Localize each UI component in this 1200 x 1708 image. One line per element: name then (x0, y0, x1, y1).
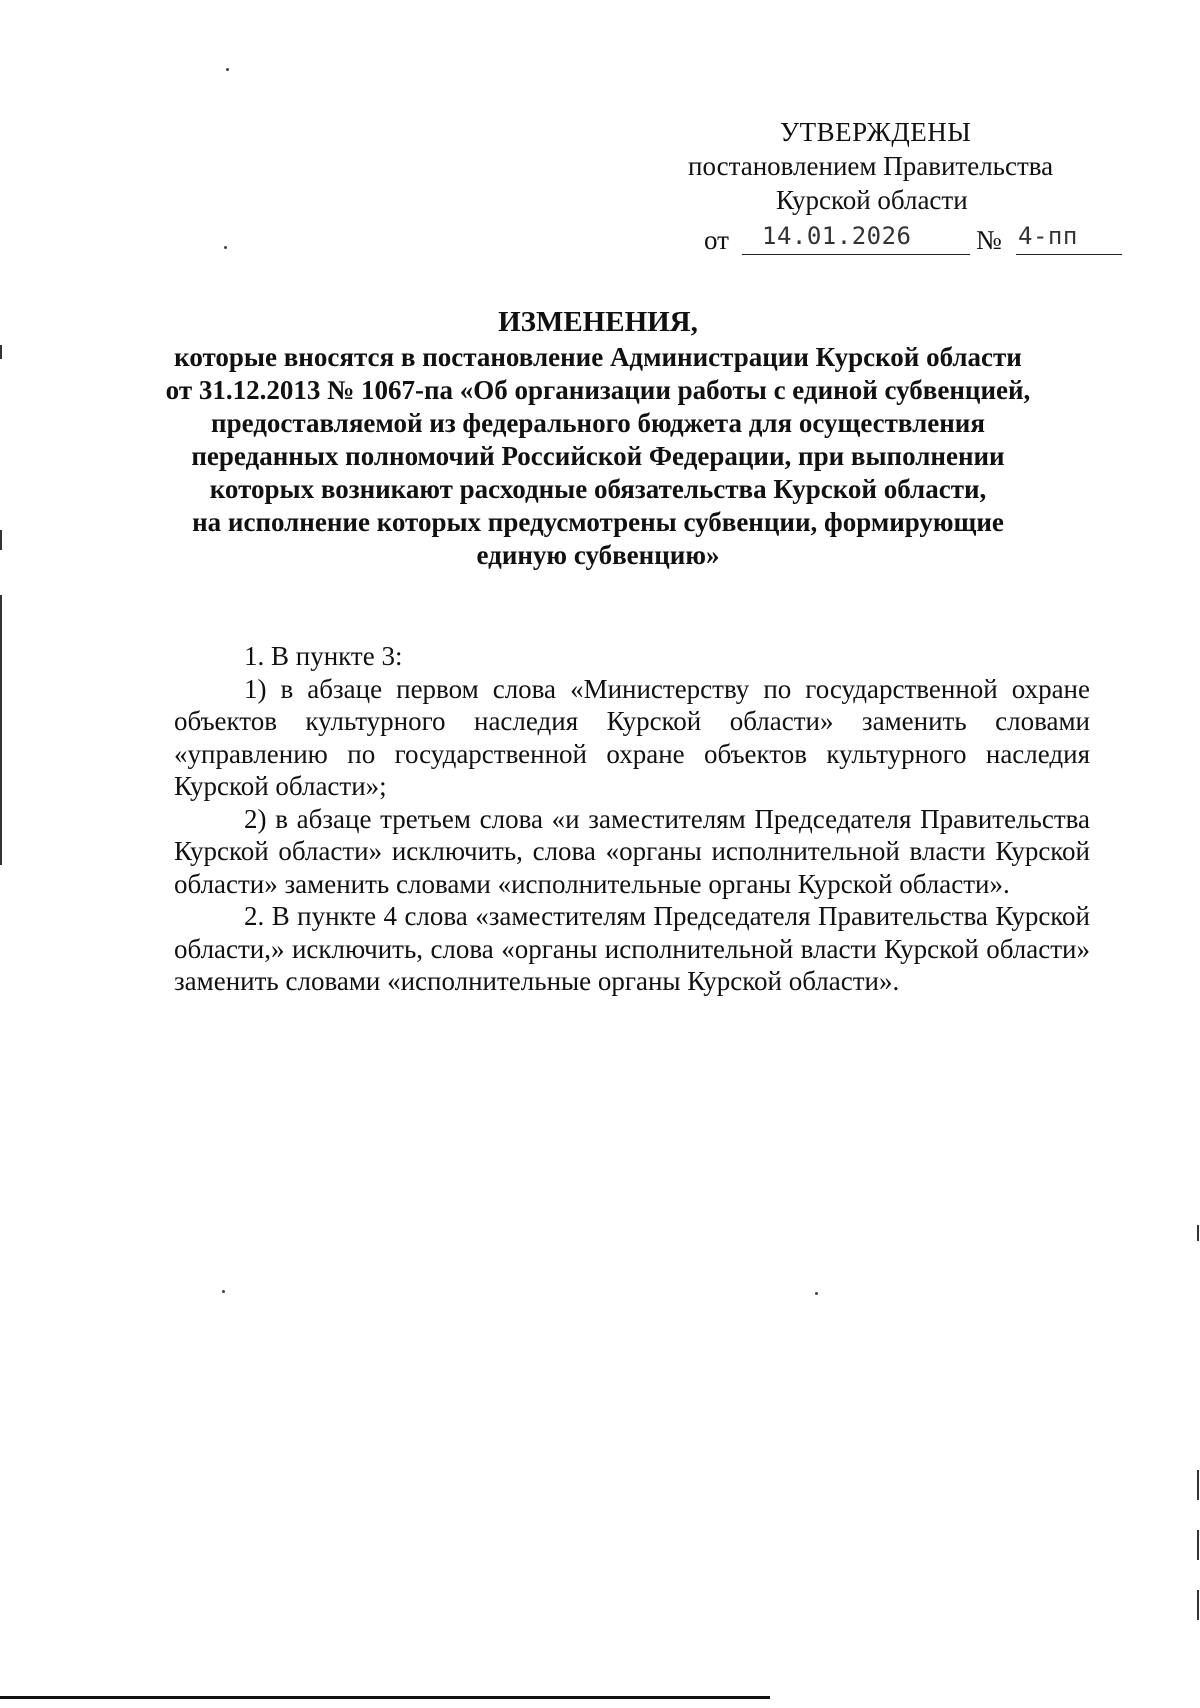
heading-title: ИЗМЕНЕНИЯ, (498, 306, 698, 338)
scan-edge-mark (1197, 1530, 1199, 1560)
scan-edge-mark (0, 345, 2, 359)
document-body (174, 640, 1090, 998)
approval-title: УТВЕРЖДЕНЫ (780, 117, 972, 147)
paragraph-item-2: 2. В пункте 4 слова «заместителям Председателя Правительства Курской области,» исключить, слова «органы исполнительной власти Курской области» заменить словами «исполнительные органы Курской области». (174, 901, 1090, 996)
paragraph-subitem-2: 2) в абзаце третьем слова «и заместителям Председателя Правительства Курской области» исключить, слова «органы исполнительной власти Курской области» заменить словами «исполнительные органы Курской области». (174, 803, 1090, 899)
scan-speck (226, 68, 229, 71)
scan-speck (815, 1292, 818, 1295)
heading-line: предоставляемой из федерального бюджета для осуществления (211, 408, 985, 438)
scan-bottom-edge (0, 1696, 770, 1699)
scan-edge-mark (1197, 1225, 1199, 1241)
heading-line: от 31.12.2013 № 1067-па «Об организации работы с единой субвенцией, (165, 375, 1031, 405)
heading-line: переданных полномочий Российской Федерации, при выполнении (191, 441, 1005, 471)
heading-line: которые вносятся в постановление Администрации Курской области (174, 342, 1022, 372)
scan-speck (222, 1290, 225, 1293)
approval-date-number (704, 218, 1124, 258)
date-field (742, 218, 970, 255)
from-label: от (704, 225, 729, 255)
scan-speck (224, 246, 227, 249)
approval-region: Курской области (776, 185, 968, 215)
date-value: 14.01.2026 (762, 222, 912, 250)
heading-line: которых возникают расходные обязательства Курской области, (209, 474, 987, 504)
document-heading (150, 306, 1046, 572)
paragraph-subitem-1: 1) в абзаце первом слова «Министерству по государственной охране объектов культурного наследия Курской области» заменить словами «управлению по государственной охране объектов культурного наследия Курской области»; (174, 673, 1090, 801)
number-sign: № (976, 225, 1002, 255)
scan-edge-mark (0, 530, 2, 550)
scan-edge-mark (1197, 1590, 1199, 1620)
heading-line: единую субвенцию» (476, 540, 720, 570)
heading-line: на исполнение которых предусмотрены субвенции, формирующие (192, 507, 1004, 537)
number-field (1016, 218, 1122, 255)
number-value: 4-пп (1018, 222, 1078, 250)
approval-issuer: постановлением Правительства (688, 151, 1054, 181)
paragraph-item-1: 1. В пункте 3: (244, 641, 403, 671)
scan-edge-mark (1197, 1470, 1199, 1500)
scan-edge-mark (0, 595, 2, 865)
